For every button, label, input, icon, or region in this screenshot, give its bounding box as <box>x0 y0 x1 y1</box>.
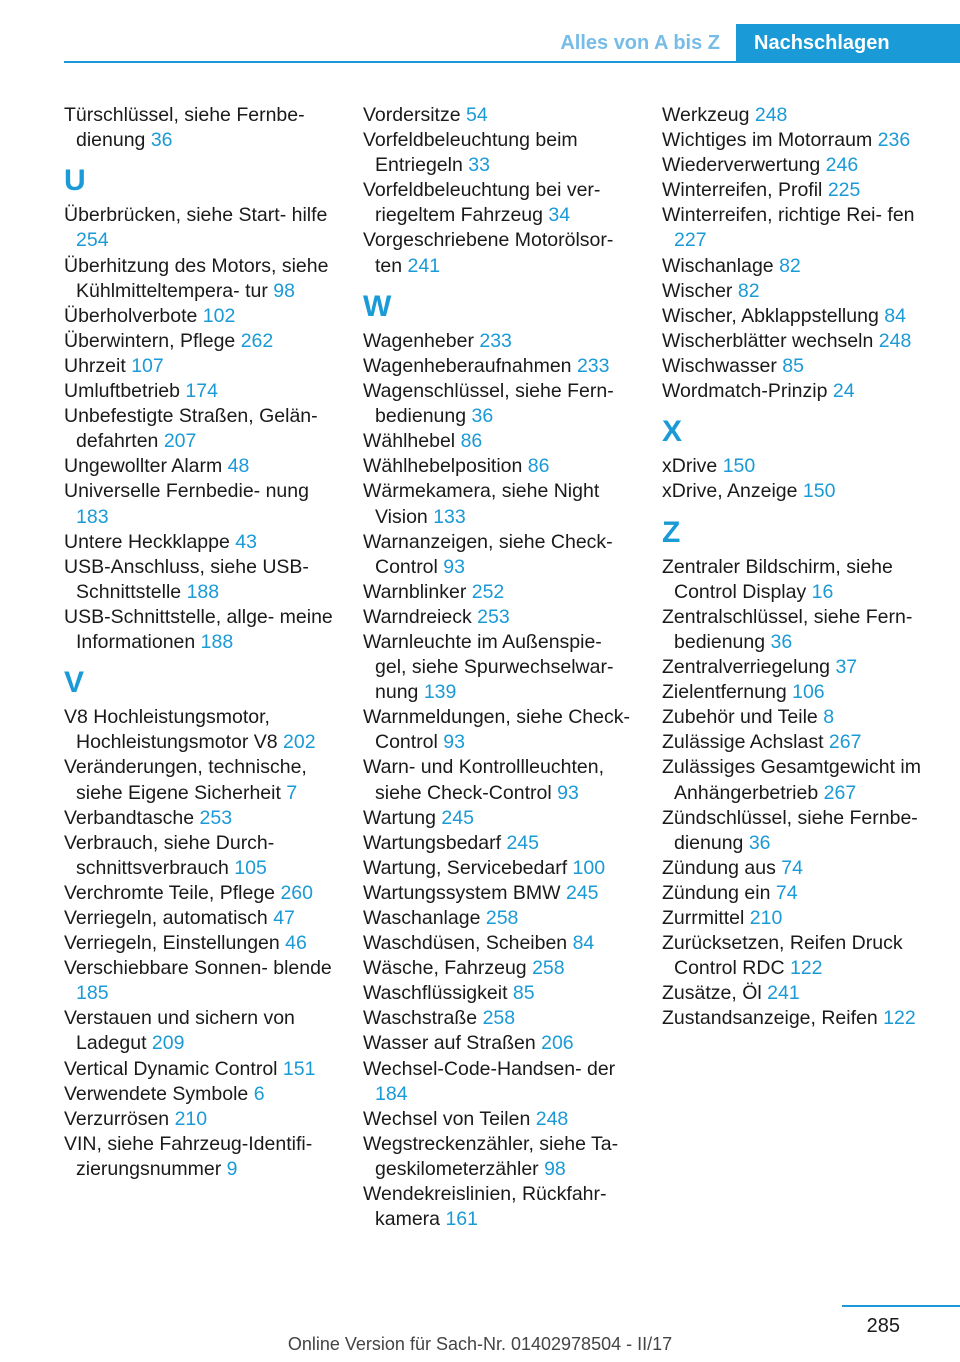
page-reference-link[interactable]: 85 <box>512 982 535 1005</box>
index-entry <box>363 530 638 580</box>
page-reference-link[interactable]: 150 <box>802 480 836 503</box>
index-entry-text: Vordersitze <box>363 104 461 126</box>
index-entry <box>64 1057 339 1082</box>
page-reference-link[interactable]: 84 <box>884 304 906 327</box>
index-entry <box>363 906 638 931</box>
index-entry-text: Wäsche, Fahrzeug <box>363 957 527 980</box>
page-reference-link[interactable]: 122 <box>789 957 823 980</box>
index-entry <box>64 530 339 555</box>
index-entry-text: Verchromte Teile, Pflege <box>64 881 276 904</box>
index-entry <box>363 881 638 906</box>
index-entry <box>64 831 339 881</box>
index-entry-text: Zentralverriegelung <box>662 656 831 679</box>
index-entry <box>64 1107 339 1132</box>
index-entry <box>64 329 339 354</box>
page-reference-link[interactable]: 227 <box>674 229 707 252</box>
index-entry <box>662 881 942 906</box>
index-entry-text: Wischerblätter wechseln <box>662 329 874 352</box>
index-entry <box>662 680 942 705</box>
index-entry <box>363 1107 638 1132</box>
index-entry <box>64 806 339 831</box>
page-reference-link[interactable]: 36 <box>748 831 771 854</box>
index-entry-text: Zustandsanzeige, Reifen <box>662 1007 878 1030</box>
index-entry-text: Zentralschlüssel, siehe Fern- bedienung <box>662 605 913 653</box>
page-number-rule <box>842 1305 960 1307</box>
index-entry-text: Türschlüssel, siehe Fernbe- dienung <box>64 104 305 152</box>
index-entry-text: Waschstraße <box>363 1007 478 1030</box>
index-entry <box>662 153 942 178</box>
index-entry <box>363 128 638 178</box>
index-entry <box>363 429 638 454</box>
index-entry-text: Vorfeldbeleuchtung bei ver- riegeltem Fahrzeug <box>363 179 601 227</box>
page-reference-link[interactable]: 122 <box>883 1007 916 1030</box>
page-reference-link[interactable]: 24 <box>832 380 855 403</box>
index-entry <box>662 128 942 153</box>
index-entry <box>662 705 942 730</box>
index-entry-text: Zulässige Achslast <box>662 731 824 754</box>
page-reference-link[interactable]: 47 <box>273 907 295 929</box>
index-entry-text: Unbefestigte Straßen, Gelän- defahrten <box>64 405 318 453</box>
index-entry <box>64 755 339 805</box>
index-entry <box>662 379 942 404</box>
index-entry <box>662 329 942 354</box>
index-entry-text: VIN, siehe Fahrzeug-Identifi- zierungsnummer <box>64 1132 313 1180</box>
page-reference-link[interactable]: 33 <box>468 154 490 177</box>
index-entry <box>363 1031 638 1056</box>
index-entry-text: Überhitzung des Motors, siehe Kühlmitteltempera- tur <box>64 254 329 302</box>
page-reference-link[interactable]: 34 <box>548 204 571 227</box>
page-number: 285 <box>866 1315 900 1337</box>
page-reference-link[interactable]: 106 <box>792 681 825 704</box>
index-entry <box>662 454 942 479</box>
page-reference-link[interactable]: 107 <box>131 354 164 377</box>
index-entry <box>662 103 942 128</box>
index-entry-text: Vorgeschriebene Motorölsor- ten <box>363 229 614 277</box>
index-entry <box>64 1006 339 1056</box>
page-reference-link[interactable]: 46 <box>285 932 307 955</box>
page-reference-link[interactable]: 185 <box>76 982 109 1005</box>
page-reference-link[interactable]: 54 <box>465 104 488 126</box>
page-reference-link[interactable]: 43 <box>235 530 257 553</box>
page-reference-link[interactable]: 267 <box>823 781 857 804</box>
index-entry <box>662 730 942 755</box>
index-entry <box>64 906 339 931</box>
index-entry-text: Wechsel-Code-Handsen- der <box>363 1057 616 1080</box>
index-entry <box>64 1082 339 1107</box>
index-entry-text: Warnblinker <box>363 580 467 603</box>
index-entry-text: Wartungsbedarf <box>363 831 502 854</box>
index-entry <box>64 354 339 379</box>
page-reference-link[interactable]: 16 <box>811 580 834 603</box>
page-reference-link[interactable]: 258 <box>532 957 565 980</box>
index-entry <box>662 555 942 605</box>
online-version-footer: Online Version für Sach-Nr. 01402978504 - II/17 <box>287 1334 673 1354</box>
page-reference-link[interactable]: 98 <box>544 1157 566 1180</box>
index-entry-text: Zurrmittel <box>662 907 745 929</box>
index-entry <box>363 981 638 1006</box>
index-column-2 <box>363 103 638 1232</box>
page-reference-link[interactable]: 253 <box>199 806 233 829</box>
index-letter-heading: U <box>64 164 86 198</box>
page-reference-link[interactable]: 150 <box>722 455 756 478</box>
page-reference-link[interactable]: 233 <box>479 329 512 352</box>
index-entry <box>64 1132 339 1182</box>
index-entry <box>363 178 638 228</box>
index-entry-text: Veränderungen, technische, siehe Eigene Sicherheit <box>64 756 307 804</box>
index-entry-text: Zielentfernung <box>662 681 787 704</box>
page-reference-link[interactable]: 7 <box>286 781 298 804</box>
index-entry-text: Wartung, Servicebedarf <box>363 856 568 879</box>
page-reference-link[interactable]: 188 <box>186 580 220 603</box>
index-entry-text: Warnanzeigen, siehe Check- Control <box>363 530 613 578</box>
index-entry <box>662 906 942 931</box>
index-entry-text: Verriegeln, Einstellungen <box>64 932 280 955</box>
page-reference-link[interactable]: 86 <box>460 430 483 453</box>
page-reference-link[interactable]: 209 <box>151 1032 185 1055</box>
index-entry-text: V8 Hochleistungsmotor, Hochleistungsmotor V8 <box>64 706 278 754</box>
index-entry-text: Verzurrösen <box>64 1107 170 1130</box>
index-entry <box>64 479 339 529</box>
page-reference-link[interactable]: 100 <box>572 856 606 879</box>
page-reference-link[interactable]: 133 <box>433 505 466 528</box>
page-reference-link[interactable]: 36 <box>770 630 793 653</box>
page-reference-link[interactable]: 210 <box>749 907 783 929</box>
page-reference-link[interactable]: 36 <box>150 129 173 152</box>
index-entry <box>363 329 638 354</box>
index-entry <box>363 354 638 379</box>
page-reference-link[interactable]: 246 <box>825 154 859 177</box>
index-entry <box>363 931 638 956</box>
page-reference-link[interactable]: 93 <box>557 781 579 804</box>
index-entry <box>363 630 638 705</box>
index-entry-text: Verbrauch, siehe Durch- schnittsverbrauch <box>64 831 275 879</box>
page-reference-link[interactable]: 184 <box>375 1082 408 1105</box>
index-entry <box>662 931 942 981</box>
index-entry-text: Wordmatch-Prinzip <box>662 380 828 403</box>
index-entry <box>64 705 339 755</box>
page-reference-link[interactable]: 241 <box>407 254 441 277</box>
index-entry <box>662 203 942 253</box>
index-entry-text: Wärmekamera, siehe Night Vision <box>363 480 600 528</box>
index-entry-text: Zusätze, Öl <box>662 982 762 1005</box>
index-entry-text: Vertical Dynamic Control <box>64 1057 278 1080</box>
index-letter-heading: Z <box>662 515 681 549</box>
index-entry-text: Verschiebbare Sonnen- blende <box>64 957 332 980</box>
index-entry <box>662 655 942 680</box>
index-entry-text: Waschflüssigkeit <box>363 982 508 1005</box>
index-entry <box>64 555 339 605</box>
page-reference-link[interactable]: 37 <box>835 656 858 679</box>
index-entry-text: Zubehör und Teile <box>662 706 818 729</box>
index-entry-text: USB-Schnittstelle, allge- meine Informationen <box>64 605 333 653</box>
index-entry <box>363 856 638 881</box>
page-reference-link[interactable]: 151 <box>282 1057 316 1080</box>
index-entry <box>64 203 339 253</box>
page-reference-link[interactable]: 248 <box>878 329 912 352</box>
index-entry <box>662 279 942 304</box>
index-entry-text: USB-Anschluss, siehe USB- Schnittstelle <box>64 555 309 603</box>
index-entry-text: Wischwasser <box>662 354 777 377</box>
page-reference-link[interactable]: 174 <box>185 380 218 403</box>
index-entry-text: Ungewollter Alarm <box>64 455 223 478</box>
index-entry-text: Umluftbetrieb <box>64 380 180 403</box>
index-entry <box>64 931 339 956</box>
index-entry <box>64 454 339 479</box>
index-entry-text: Wegstreckenzähler, siehe Ta- geskilometerzähler <box>363 1132 619 1180</box>
index-entry-text: Winterreifen, Profil <box>662 179 823 202</box>
index-entry-text: Zündung ein <box>662 881 771 904</box>
index-entry <box>363 228 638 278</box>
index-entry <box>363 1182 638 1232</box>
page-reference-link[interactable]: 248 <box>754 104 788 126</box>
page-reference-link[interactable]: 254 <box>76 229 109 252</box>
index-entry <box>363 605 638 630</box>
page-reference-link[interactable]: 236 <box>877 129 911 152</box>
index-entry-text: Wagenschlüssel, siehe Fern- bedienung <box>363 380 614 428</box>
index-column-1 <box>64 103 339 1182</box>
index-entry <box>64 404 339 454</box>
index-entry <box>363 379 638 429</box>
index-entry-text: Wasser auf Straßen <box>363 1032 536 1055</box>
index-entry-text: Zulässiges Gesamtgewicht im Anhängerbetrieb <box>662 756 922 804</box>
index-letter-heading: V <box>64 666 85 700</box>
page-reference-link[interactable]: 258 <box>485 907 519 929</box>
index-entry <box>662 856 942 881</box>
page-reference-link[interactable]: 233 <box>576 354 610 377</box>
index-entry-text: Warnmeldungen, siehe Check-Control <box>363 706 630 754</box>
page-reference-link[interactable]: 74 <box>775 881 798 904</box>
page-reference-link[interactable]: 93 <box>443 731 465 754</box>
page-reference-link[interactable]: 74 <box>781 856 803 879</box>
index-entry <box>662 354 942 379</box>
page-reference-link[interactable]: 260 <box>280 881 313 904</box>
index-entry <box>662 178 942 203</box>
page-reference-link[interactable]: 267 <box>828 731 862 754</box>
index-entry-text: Verbandtasche <box>64 806 195 829</box>
index-entry-text: Zündschlüssel, siehe Fernbe- dienung <box>662 806 918 854</box>
index-entry <box>662 981 942 1006</box>
tab-nachschlagen: Nachschlagen <box>736 24 960 63</box>
index-entry <box>662 479 942 504</box>
index-entry-text: Warnleuchte im Außenspie- gel, siehe Spurwechselwar- nung <box>363 630 614 704</box>
page-reference-link[interactable]: 85 <box>782 354 804 377</box>
index-entry <box>363 1006 638 1031</box>
index-entry-text: Winterreifen, richtige Rei- fen <box>662 204 915 227</box>
index-entry-text: Wendekreislinien, Rückfahr- kamera <box>363 1183 607 1231</box>
index-entry-text: Universelle Fernbedie- nung <box>64 480 309 503</box>
index-entry <box>662 755 942 805</box>
index-entry-text: Wählhebelposition <box>363 455 523 478</box>
page-reference-link[interactable]: 84 <box>572 932 595 955</box>
index-entry-text: Wechsel von Teilen <box>363 1107 531 1130</box>
page-reference-link[interactable]: 210 <box>174 1107 208 1130</box>
index-column-3 <box>662 103 942 1031</box>
index-entry <box>363 1132 638 1182</box>
index-entry-text: Untere Heckklappe <box>64 530 230 553</box>
section-label: Alles von A bis Z <box>560 32 720 54</box>
index-entry <box>64 379 339 404</box>
index-entry <box>363 956 638 981</box>
page-reference-link[interactable]: 82 <box>779 254 801 277</box>
index-entry <box>363 806 638 831</box>
page-reference-link[interactable]: 8 <box>823 706 835 729</box>
page-reference-link[interactable]: 206 <box>541 1032 574 1055</box>
index-entry-text: Wartungssystem BMW <box>363 881 561 904</box>
page-reference-link[interactable]: 105 <box>234 856 267 879</box>
index-entry-text: Überholverbote <box>64 304 198 327</box>
index-entry-text: Wagenheberaufnahmen <box>363 354 572 377</box>
index-entry <box>363 705 638 755</box>
index-entry-text: Verriegeln, automatisch <box>64 907 268 929</box>
index-entry-text: Wischer, Abklappstellung <box>662 304 879 327</box>
index-entry-text: Waschanlage <box>363 907 481 929</box>
index-entry-text: Wagenheber <box>363 329 474 352</box>
index-entry-text: Zündung aus <box>662 856 776 879</box>
index-entry <box>64 956 339 1006</box>
index-entry <box>64 605 339 655</box>
index-letter-heading: W <box>363 289 392 323</box>
page-reference-link[interactable]: 245 <box>565 881 599 904</box>
page-reference-link[interactable]: 6 <box>253 1082 265 1105</box>
index-entry-text: Vorfeldbeleuchtung beim Entriegeln <box>363 129 578 177</box>
page-reference-link[interactable]: 248 <box>535 1107 569 1130</box>
index-entry <box>662 304 942 329</box>
page-reference-link[interactable]: 245 <box>441 806 474 829</box>
index-entry <box>363 479 638 529</box>
index-entry-text: Überbrücken, siehe Start- hilfe <box>64 204 328 227</box>
page-reference-link[interactable]: 183 <box>76 505 109 528</box>
index-entry <box>64 103 339 153</box>
page-reference-link[interactable]: 202 <box>283 731 316 754</box>
index-entry-text: Waschdüsen, Scheiben <box>363 932 568 955</box>
header-rule <box>64 61 960 63</box>
index-entry-text: Wiederverwertung <box>662 154 821 177</box>
index-entry <box>363 755 638 805</box>
index-entry-text: Zurücksetzen, Reifen Druck Control RDC <box>662 932 903 980</box>
index-entry-text: xDrive <box>662 455 718 478</box>
index-entry <box>662 806 942 856</box>
index-entry-text: xDrive, Anzeige <box>662 480 798 503</box>
index-entry-text: Wartung <box>363 806 436 829</box>
page-reference-link[interactable]: 225 <box>827 179 861 202</box>
index-entry-text: Verwendete Symbole <box>64 1082 249 1105</box>
page-reference-link[interactable]: 98 <box>273 279 295 302</box>
index-entry-text: Wichtiges im Motorraum <box>662 129 873 152</box>
page-reference-link[interactable]: 48 <box>227 455 250 478</box>
index-entry-text: Wählhebel <box>363 430 456 453</box>
page-reference-link[interactable]: 102 <box>202 304 236 327</box>
index-entry <box>363 831 638 856</box>
page-reference-link[interactable]: 36 <box>471 405 494 428</box>
index-entry-text: Zentraler Bildschirm, siehe Control Display <box>662 555 893 603</box>
index-entry-text: Warn- und Kontrollleuchten, siehe Check-Control <box>363 756 604 804</box>
index-entry-text: Warndreieck <box>363 605 472 628</box>
index-entry <box>64 304 339 329</box>
page-reference-link[interactable]: 82 <box>737 279 760 302</box>
index-entry-text: Verstauen und sichern von Ladegut <box>64 1007 295 1055</box>
index-entry <box>662 1006 942 1031</box>
page-reference-link[interactable]: 86 <box>527 455 550 478</box>
index-entry <box>64 254 339 304</box>
page-reference-link[interactable]: 253 <box>477 605 510 628</box>
index-entry-text: Wischer <box>662 279 733 302</box>
index-entry <box>363 454 638 479</box>
index-entry-text: Überwintern, Pflege <box>64 329 236 352</box>
page-reference-link[interactable]: 252 <box>471 580 505 603</box>
page-reference-link[interactable]: 93 <box>443 555 465 578</box>
index-entry <box>363 103 638 128</box>
page-reference-link[interactable]: 139 <box>423 681 457 704</box>
page-reference-link[interactable]: 262 <box>240 329 274 352</box>
page-reference-link[interactable]: 161 <box>445 1208 478 1231</box>
index-entry-text: Werkzeug <box>662 104 750 126</box>
page-reference-link[interactable]: 207 <box>163 430 197 453</box>
index-entry <box>662 254 942 279</box>
index-entry <box>363 1057 638 1107</box>
index-letter-heading: X <box>662 415 683 449</box>
index-entry-text: Wischanlage <box>662 254 774 277</box>
index-entry <box>662 605 942 655</box>
index-entry-text: Uhrzeit <box>64 354 126 377</box>
page-reference-link[interactable]: 241 <box>767 982 800 1005</box>
index-entry <box>363 580 638 605</box>
page-reference-link[interactable]: 258 <box>482 1007 516 1030</box>
index-entry <box>64 881 339 906</box>
page-reference-link[interactable]: 9 <box>226 1157 238 1180</box>
page-reference-link[interactable]: 188 <box>200 630 234 653</box>
page-reference-link[interactable]: 245 <box>506 831 539 854</box>
